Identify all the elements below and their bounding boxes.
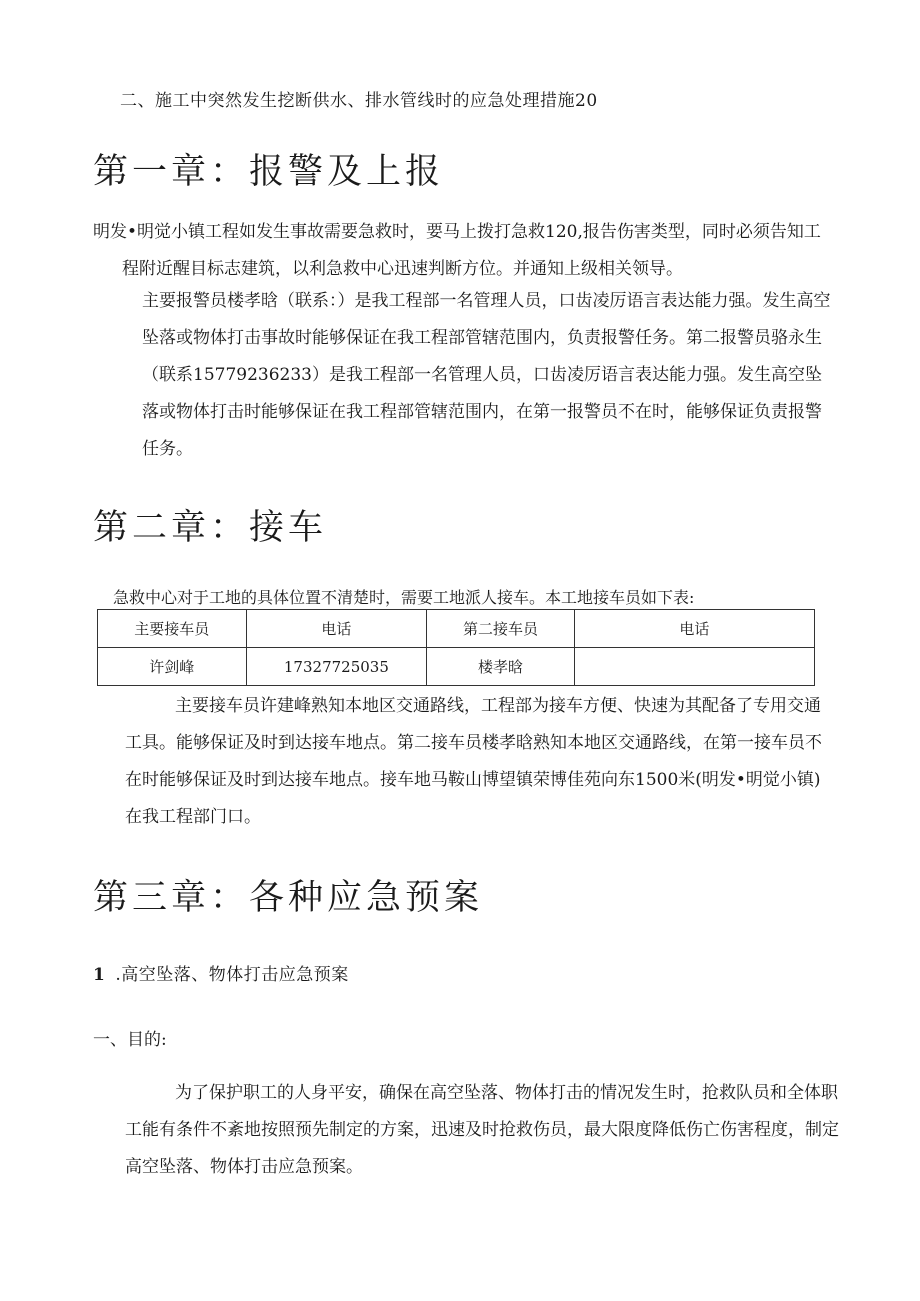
table-header-row <box>98 610 815 648</box>
section-number: 1 <box>93 965 106 985</box>
chapter-2-paragraph: 主要接车员许建峰熟知本地区交通路线，工程部为接车方便、快速为其配备了专用交通工具。能够保证及时到达接车地点。第二接车员楼孝晗熟知本地区交通路线，在第一接车员不在时能够保证及时到达接车地点。接车地马鞍山博望镇荣博佳苑向东1500米(明发•明觉小镇)在我工程部门口。 <box>125 696 822 827</box>
table-header-cell: 主要接车员 <box>98 610 247 648</box>
toc-entry: 二、施工中突然发生挖断供水、排水管线时的应急处理措施20 <box>120 91 598 111</box>
chapter-2-intro: 急救中心对于工地的具体位置不清楚时，需要工地派人接车。本工地接车员如下表: <box>113 588 695 607</box>
table-cell <box>574 648 814 686</box>
table-header-cell: 电话 <box>246 610 427 648</box>
subsection-heading: 一、目的: <box>93 1030 167 1050</box>
chapter-2-title: 第二章：接车 <box>93 508 328 548</box>
chapter-3-title: 第三章：各种应急预案 <box>93 878 484 918</box>
section-heading <box>93 960 349 985</box>
pickup-staff-table <box>97 609 815 686</box>
chapter-3-paragraph: 为了保护职工的人身平安，确保在高空坠落、物体打击的情况发生时，抢救队员和全体职工能有条件不紊地按照预先制定的方案，迅速及时抢救伤员，最大限度降低伤亡伤害程度，制定高空坠落、物体打击应急预案。 <box>125 1083 839 1177</box>
table-cell: 17327725035 <box>246 648 427 686</box>
paragraph-line: 明发•明觉小镇工程如发生事故需要急救时，要马上拨打急救120,报告伤害类型，同时必须告知工 <box>93 222 821 242</box>
section-title: .高空坠落、物体打击应急预案 <box>115 965 349 985</box>
table-row <box>98 648 815 686</box>
paragraph-line: 程附近醒目标志建筑，以利急救中心迅速判断方位。并通知上级相关领导。 <box>122 259 683 279</box>
table-header-cell: 第二接车员 <box>427 610 575 648</box>
chapter-1-paragraph-1 <box>93 214 838 288</box>
table-cell: 楼孝晗 <box>427 648 575 686</box>
table-cell: 许剑峰 <box>98 648 247 686</box>
chapter-1-title: 第一章：报警及上报 <box>93 152 445 192</box>
chapter-1-paragraph-2: 主要报警员楼孝晗（联系：）是我工程部一名管理人员，口齿凌厉语言表达能力强。发生高空坠落或物体打击事故时能够保证在我工程部管辖范围内，负责报警任务。第二报警员骆永生（联系15779236233）是我工程部一名管理人员，口齿凌厉语言表达能力强。发生高空坠落或物体打击时能够保证在我工程部管辖范围内，在第一报警员不在时，能够保证负责报警任务。 <box>142 291 831 459</box>
table-header-cell: 电话 <box>574 610 814 648</box>
